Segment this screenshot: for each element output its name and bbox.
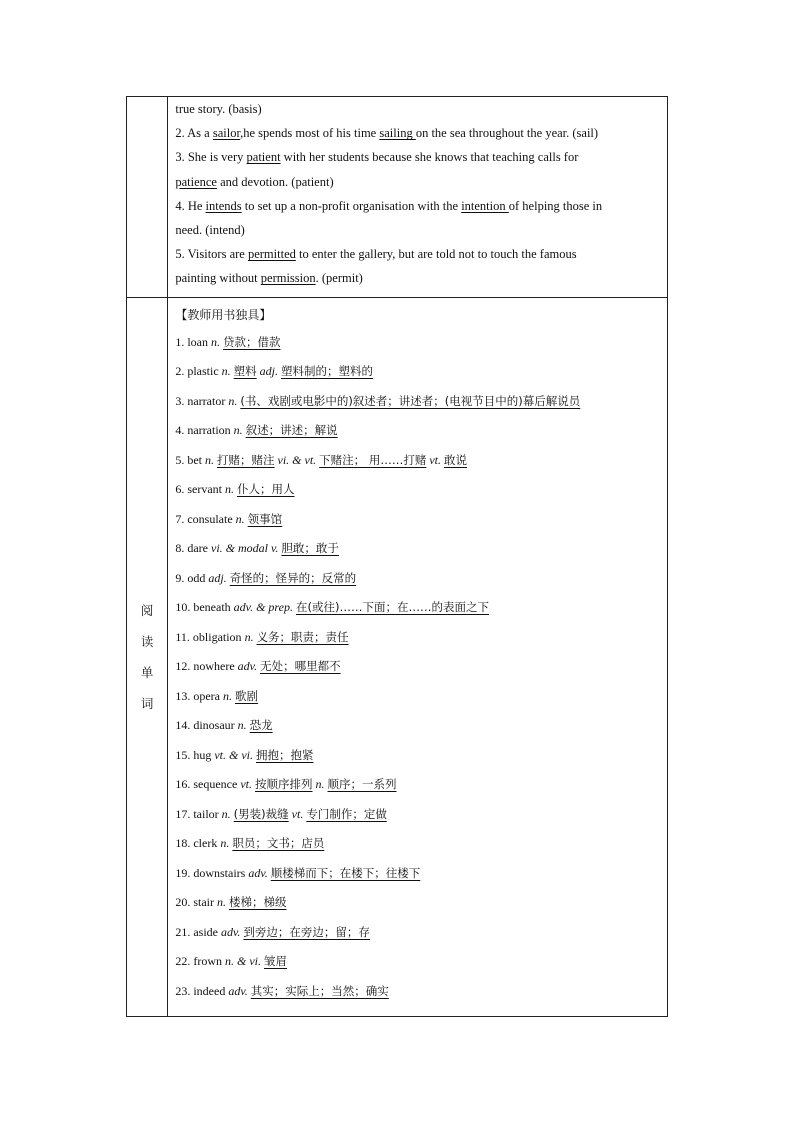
answer-blank: sailor (212, 126, 241, 141)
part-of-speech: n. (205, 452, 215, 467)
sentence-1-tail: true story. (basis) (175, 102, 262, 116)
vocab-word: 19. downstairs (175, 865, 249, 880)
meaning: 贷款；借款 (223, 334, 281, 349)
vocab-item (175, 711, 661, 741)
part-of-speech: vi. & vt. (277, 452, 317, 467)
meaning: 楼梯；梯级 (229, 895, 287, 910)
vocab-item (175, 829, 661, 859)
part-of-speech: adv. (228, 983, 248, 998)
vocab-item (175, 387, 661, 417)
meaning: 拥抱；抱紧 (256, 747, 314, 762)
section-label: 阅 读 单 词 (140, 602, 154, 711)
part-of-speech: adv. (248, 865, 268, 880)
vocab-word: 3. narrator (175, 393, 229, 408)
meaning: (男装)裁缝 (233, 806, 289, 821)
sentence-3-cont: patience and devotion. (patient) (175, 174, 334, 189)
sentences-cell (168, 97, 668, 298)
vocab-item (175, 888, 661, 918)
vocab-item (175, 593, 661, 623)
answer-blank: sailing (379, 126, 416, 141)
vocab-word: 12. nowhere (175, 659, 238, 674)
meaning: 叙述；讲述；解说 (245, 423, 338, 438)
vocab-word: 1. loan (175, 334, 212, 349)
sentence-5: 5. Visitors are permitted to enter the gallery, but are told not to touch the famous (175, 247, 577, 262)
vocab-item (175, 741, 661, 771)
part-of-speech: n. (233, 423, 243, 438)
vocab-word: 23. indeed (175, 983, 229, 998)
sentence-4-cont: need. (intend) (175, 223, 245, 238)
answer-blank: permitted (247, 247, 296, 262)
vocab-word: 10. beneath (175, 600, 234, 615)
part-of-speech: n. (211, 334, 221, 349)
part-of-speech: vt. & vi. (214, 747, 253, 762)
vocab-item (175, 534, 661, 564)
vocab-item (175, 623, 661, 653)
part-of-speech: n. (217, 895, 227, 910)
meaning: 奇怪的；怪异的；反常的 (229, 570, 357, 585)
vocab-word: 9. odd (175, 570, 209, 585)
part-of-speech: n. (228, 393, 238, 408)
meaning: (书、戏剧或电影中的)叙述者；讲述者；(电视节目中的)幕后解说员 (240, 393, 581, 408)
meaning: 义务；职责；责任 (256, 629, 349, 644)
meaning: 塑料 (233, 364, 257, 379)
sentence-4: 4. He intends to set up a non-profit organisation with the intention of helping those in (175, 198, 603, 213)
vocab-word: 21. aside (175, 924, 221, 939)
vocab-item (175, 652, 661, 682)
vocab-word: 7. consulate (175, 511, 236, 526)
meaning: 按顺序排列 (255, 777, 313, 792)
part-of-speech: n. (235, 511, 245, 526)
vocab-word: 5. bet (175, 452, 206, 467)
worksheet-table (126, 96, 668, 1017)
part-of-speech: adv. (221, 924, 241, 939)
meaning: 专门制作；定做 (306, 806, 387, 821)
answer-blank: intention (461, 198, 509, 213)
sentences-row (127, 97, 668, 298)
vocab-item (175, 328, 661, 358)
sentence-3: 3. She is very patient with her students because she knows that teaching calls for (175, 150, 579, 165)
answer-blank: patient (246, 150, 281, 165)
meaning: 塑料制的；塑料的 (281, 364, 374, 379)
meaning: 顺序；一系列 (327, 777, 397, 792)
meaning: 皱眉 (264, 954, 288, 969)
vocab-word: 2. plastic (175, 364, 222, 379)
vocab-item (175, 800, 661, 830)
vocab-word: 18. clerk (175, 836, 221, 851)
meaning: 其实；实际上；当然；确实 (250, 983, 389, 998)
meaning: 到旁边；在旁边；留；存 (243, 924, 370, 939)
vocab-word: 8. dare (175, 541, 211, 556)
meaning: 领事馆 (247, 511, 283, 526)
vocab-word: 14. dinosaur (175, 718, 238, 733)
vocab-word: 20. stair (175, 895, 218, 910)
vocab-word: 16. sequence (175, 777, 241, 792)
vocab-item (175, 505, 661, 535)
meaning: 无处；哪里都不 (260, 659, 341, 674)
vocab-item (175, 564, 661, 594)
part-of-speech: adv. & prep. (233, 600, 293, 615)
part-of-speech: n. (315, 777, 325, 792)
part-of-speech: n. (244, 629, 254, 644)
vocab-label-cell (127, 297, 168, 1017)
meaning: 职员；文书；店员 (232, 836, 325, 851)
sentence-5-cont: painting without permission. (permit) (175, 271, 363, 286)
answer-blank: permission (260, 271, 316, 286)
part-of-speech: n. (221, 806, 231, 821)
meaning: 仆人；用人 (237, 482, 295, 497)
vocab-item (175, 770, 661, 800)
vocab-word: 17. tailor (175, 806, 222, 821)
part-of-speech: adj. (259, 364, 279, 379)
vocab-item (175, 918, 661, 948)
meaning: 敢说 (444, 452, 467, 467)
part-of-speech: n. (223, 688, 232, 703)
vocab-word: 4. narration (175, 423, 234, 438)
vocab-item (175, 977, 661, 1007)
vocab-cell (168, 297, 668, 1017)
meaning: 恐龙 (249, 718, 273, 733)
meaning: 打赌；赌注 (217, 452, 275, 467)
part-of-speech: adv. (237, 659, 258, 674)
meaning: 在(或往)……下面；在……的表面之下 (295, 600, 489, 615)
vocab-item (175, 357, 661, 387)
vocab-word: 6. servant (175, 482, 225, 497)
vocab-word: 13. opera (175, 688, 223, 703)
part-of-speech: vt. (240, 777, 252, 792)
part-of-speech: vt. (291, 806, 304, 821)
vocab-item (175, 446, 661, 476)
part-of-speech: n. (221, 364, 231, 379)
teacher-edition-header: 【教师用书独具】 (175, 307, 272, 322)
vocab-item (175, 682, 661, 712)
sentence-2: 2. As a sailor,he spends most of his time sailing on the sea throughout the year. (sail) (175, 126, 599, 141)
vocab-item (175, 947, 661, 977)
answer-blank: patience (175, 174, 217, 189)
meaning: 下赌注； 用……打赌 (319, 452, 427, 467)
meaning: 歌剧 (235, 688, 258, 703)
vocab-row (127, 297, 668, 1017)
sentences-label-cell (127, 97, 168, 298)
vocab-item (175, 416, 661, 446)
part-of-speech: n. (220, 836, 230, 851)
part-of-speech: n. & vi. (225, 954, 262, 969)
vocab-word: 15. hug (175, 747, 215, 762)
meaning: 顺楼梯而下；在楼下；往楼下 (270, 865, 421, 880)
meaning: 胆敢；敢于 (281, 541, 339, 556)
vocab-word: 11. obligation (175, 629, 245, 644)
part-of-speech: adj. (208, 570, 227, 585)
vocab-item (175, 475, 661, 505)
part-of-speech: vi. & modal v. (211, 541, 279, 556)
vocab-item (175, 859, 661, 889)
part-of-speech: vt. (429, 452, 441, 467)
vocab-word: 22. frown (175, 954, 226, 969)
answer-blank: intends (205, 198, 242, 213)
part-of-speech: n. (237, 718, 247, 733)
part-of-speech: n. (225, 482, 234, 497)
